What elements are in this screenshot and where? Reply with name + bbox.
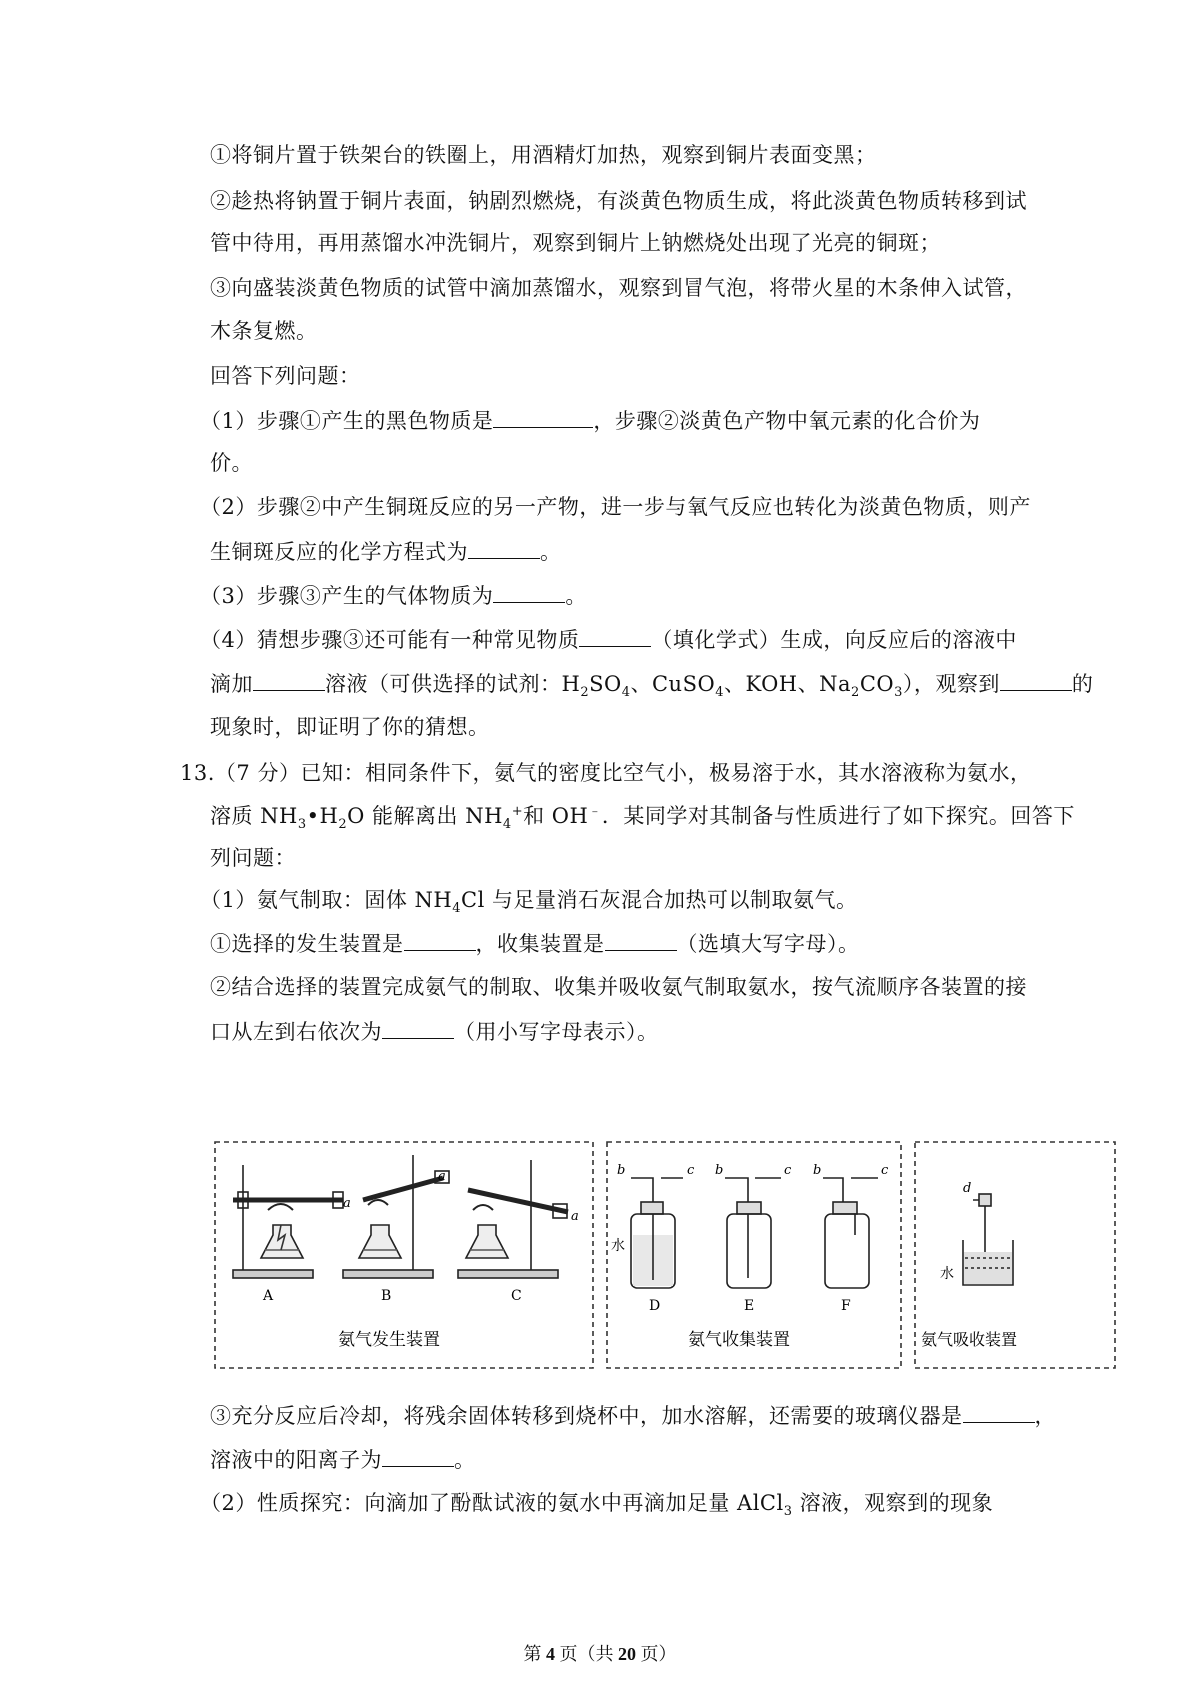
- q13-line-1: [180, 758, 1031, 788]
- q13-c3-text-b: ，: [1034, 1404, 1056, 1428]
- footer-text: 页）: [636, 1644, 677, 1664]
- q12-part-1: [200, 405, 980, 436]
- water-label: 水: [940, 1266, 954, 1282]
- q12-p3-text-b: 。: [565, 584, 587, 608]
- subscript: 2: [338, 817, 348, 833]
- q12-p1-text-a: （1）步骤①产生的黑色物质是: [200, 409, 494, 433]
- subscript: 4: [715, 685, 724, 701]
- q13-part-2: [200, 1488, 993, 1518]
- port-c-label: c: [687, 1163, 695, 1178]
- q12-part-4-line-2: [210, 668, 1093, 699]
- q13-text-2b: •H: [306, 804, 339, 828]
- q13-sub-1: [210, 928, 860, 959]
- port-b-label: b: [813, 1163, 822, 1178]
- q13-sub-3-line-1: [210, 1400, 1056, 1431]
- label-B: B: [381, 1288, 392, 1304]
- q12-p4-text-f: 、CuSO: [630, 672, 716, 696]
- subscript: 4: [452, 901, 462, 917]
- q12-p4-text-g: 、KOH、Na: [723, 672, 852, 696]
- label-C: C: [511, 1288, 522, 1304]
- label-A: A: [263, 1288, 274, 1304]
- q12-p4-text-e: SO: [589, 672, 622, 696]
- superscript: +: [511, 804, 524, 819]
- page-footer: [0, 1640, 1200, 1666]
- q12-p4-text-h: CO: [859, 672, 895, 696]
- absorption-label: 氨气吸收装置: [921, 1330, 1018, 1349]
- q13-sub-3-line-2: [210, 1444, 476, 1475]
- step-3-line-2: 木条复燃。: [210, 319, 318, 343]
- water-label: 水: [611, 1238, 625, 1254]
- q13-part-1: [200, 885, 857, 915]
- port-b-label: b: [617, 1163, 626, 1178]
- apparatus-A: [233, 1165, 343, 1278]
- q12-part-3: [200, 580, 587, 611]
- q13-c2-text-b: 口从左到右依次为: [210, 1020, 382, 1044]
- subscript: 4: [621, 685, 631, 701]
- step-2-line-2: 管中待用，再用蒸馏水冲洗铜片，观察到铜片上钠燃烧处出现了光亮的铜斑；: [210, 231, 941, 255]
- answer-prompt: 回答下列问题：: [210, 364, 361, 388]
- apparatus-figure: [213, 1140, 1118, 1372]
- answer-blank[interactable]: [253, 668, 325, 691]
- subscript: 3: [783, 1504, 793, 1520]
- subscript: 2: [851, 685, 860, 701]
- answer-blank[interactable]: [493, 580, 565, 603]
- bottle-E: [725, 1178, 781, 1288]
- step-3-line-1: ③向盛装淡黄色物质的试管中滴加蒸馏水，观察到冒气泡，将带火星的木条伸入试管，: [210, 276, 1027, 300]
- port-a-label: a: [571, 1209, 579, 1224]
- subscript: 4: [502, 817, 512, 833]
- q13-c1-text-c: （选填大写字母）。: [676, 932, 860, 956]
- q13-c1-text-b: ，收集装置是: [475, 932, 605, 956]
- q13-text-2e: ．某同学对其制备与性质进行了如下探究。回答下: [601, 804, 1075, 828]
- subscript: 2: [580, 685, 590, 701]
- q12-p4-text-i: ），观察到: [902, 672, 1000, 696]
- answer-blank[interactable]: [468, 536, 540, 559]
- port-c-label: c: [784, 1163, 792, 1178]
- q12-p3-text-a: （3）步骤③产生的气体物质为: [200, 584, 494, 608]
- superscript: ﹣: [588, 804, 602, 819]
- q12-p1-text-c: 价。: [210, 451, 253, 475]
- collection-label: 氨气收集装置: [688, 1330, 790, 1350]
- port-a-label: a: [438, 1169, 446, 1184]
- q13-text-2d: 和 OH: [523, 804, 589, 828]
- q13-text-2c: O 能解离出 NH: [347, 804, 503, 828]
- q13-c3-text-c: 溶液中的阳离子为: [210, 1448, 382, 1472]
- q12-p4-text-a: （4）猜想步骤③还可能有一种常见物质: [200, 628, 580, 652]
- answer-blank[interactable]: [404, 928, 476, 951]
- answer-blank[interactable]: [605, 928, 677, 951]
- label-D: D: [649, 1298, 661, 1314]
- port-d-label: d: [963, 1181, 972, 1196]
- q13-p2-text-b: 溶液，观察到的现象: [792, 1491, 994, 1515]
- q13-c2-text-c: （用小写字母表示）。: [454, 1020, 659, 1044]
- q12-part-4-line-1: [200, 624, 1017, 655]
- q13-p1-text-b: Cl 与足量消石灰混合加热可以制取氨气。: [461, 888, 858, 912]
- q13-line-3: 列问题：: [210, 846, 296, 870]
- answer-blank[interactable]: [382, 1444, 454, 1467]
- q12-p4-text-d: 溶液（可供选择的试剂：H: [325, 672, 581, 696]
- answer-blank[interactable]: [579, 624, 651, 647]
- q13-p2-text-a: （2）性质探究：向滴加了酚酞试液的氨水中再滴加足量 AlCl: [200, 1491, 784, 1515]
- q13-sub-2-line-1: ②结合选择的装置完成氨气的制取、收集并吸收氨气制取氨水，按气流顺序各装置的接: [210, 975, 1027, 999]
- q12-part-2-line-1: （2）步骤②中产生铜斑反应的另一产物，进一步与氧气反应也转化为淡黄色物质，则产: [200, 495, 1031, 519]
- q13-line-2: [210, 801, 1075, 831]
- bottle-F: [823, 1178, 878, 1288]
- answer-blank[interactable]: [382, 1016, 454, 1039]
- label-E: E: [744, 1298, 755, 1314]
- apparatus-B: [343, 1155, 449, 1278]
- q12-p2-text-b: 生铜斑反应的化学方程式为: [210, 540, 468, 564]
- q12-p1-text-b: ，步骤②淡黄色产物中氧元素的化合价为: [593, 409, 981, 433]
- footer-text: 页（共: [555, 1644, 618, 1664]
- q12-p2-text-c: 。: [540, 540, 562, 564]
- q12-p4-text-b: （填化学式）生成，向反应后的溶液中: [651, 628, 1017, 652]
- page-number: 4: [546, 1644, 555, 1664]
- q13-sub-2-line-2: [210, 1016, 659, 1047]
- label-F: F: [841, 1298, 851, 1314]
- question-number: 13.: [180, 761, 215, 785]
- subscript: 3: [894, 685, 903, 701]
- q13-c3-text-a: ③充分反应后冷却，将残余固体转移到烧杯中，加水溶解，还需要的玻璃仪器是: [210, 1404, 963, 1428]
- port-b-label: b: [715, 1163, 724, 1178]
- bottle-D: [631, 1178, 683, 1288]
- beaker-absorption: [963, 1194, 1013, 1285]
- port-c-label: c: [881, 1163, 889, 1178]
- q12-p4-text-j: 的: [1071, 672, 1094, 696]
- total-pages: 20: [618, 1644, 636, 1664]
- generation-label: 氨气发生装置: [338, 1330, 440, 1350]
- q12-p4-text-c: 滴加: [210, 672, 253, 696]
- q13-c3-text-d: 。: [454, 1448, 476, 1472]
- footer-text: 第: [523, 1644, 546, 1664]
- answer-blank[interactable]: [1000, 668, 1072, 691]
- q13-text-1: （7 分）已知：相同条件下，氨气的密度比空气小，极易溶于水，其水溶液称为氨水，: [214, 761, 1032, 785]
- apparatus-C: [458, 1160, 568, 1278]
- subscript: 3: [297, 817, 307, 833]
- q13-text-2a: 溶质 NH: [210, 804, 298, 828]
- port-a-label: a: [343, 1196, 351, 1211]
- answer-blank[interactable]: [493, 405, 593, 428]
- step-1: ①将铜片置于铁架台的铁圈上，用酒精灯加热，观察到铜片表面变黑；: [210, 143, 877, 167]
- step-2-line-1: ②趁热将钠置于铜片表面，钠剧烈燃烧，有淡黄色物质生成，将此淡黄色物质转移到试: [210, 189, 1027, 213]
- q12-part-2-line-2: [210, 536, 562, 567]
- q13-p1-text-a: （1）氨气制取：固体 NH: [200, 888, 453, 912]
- q13-c1-text-a: ①选择的发生装置是: [210, 932, 404, 956]
- answer-blank[interactable]: [963, 1400, 1035, 1423]
- q12-part-4-line-3: 现象时，即证明了你的猜想。: [210, 715, 490, 739]
